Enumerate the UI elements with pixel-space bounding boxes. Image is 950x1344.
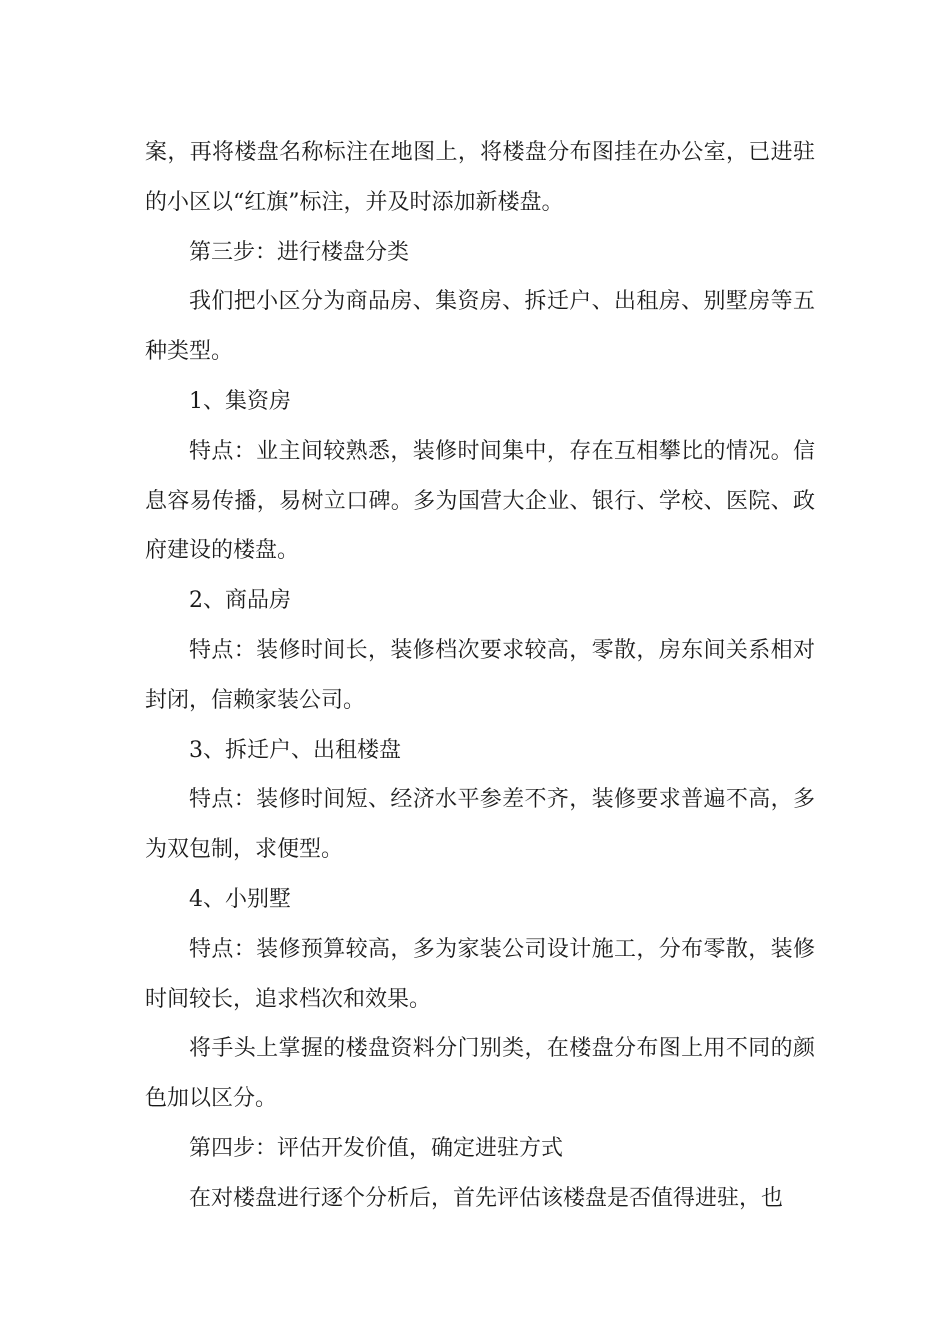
paragraph: 将手头上掌握的楼盘资料分门别类，在楼盘分布图上用不同的颜色加以区分。 [145, 1036, 815, 1112]
paragraph: 我们把小区分为商品房、集资房、拆迁户、出租房、别墅房等五种类型。 [145, 289, 815, 365]
section-heading: 第三步：进行楼盘分类 [189, 239, 410, 265]
section-heading: 第四步：评估开发价值，确定进驻方式 [189, 1135, 564, 1161]
paragraph: 在对楼盘进行逐个分析后，首先评估该楼盘是否值得进驻，也 [189, 1185, 784, 1211]
paragraph: 特点：装修时间短、经济水平参差不齐，装修要求普遍不高，多为双包制，求便型。 [145, 787, 815, 863]
list-item-heading: 2、商品房 [189, 588, 291, 614]
document-body [145, 128, 815, 1224]
paragraph: 特点：装修预算较高，多为家装公司设计施工，分布零散，装修时间较长，追求档次和效果。 [145, 936, 815, 1012]
list-item-heading: 3、拆迁户、出租楼盘 [189, 737, 401, 763]
list-item-heading: 1、集资房 [189, 388, 291, 414]
paragraph: 案，再将楼盘名称标注在地图上，将楼盘分布图挂在办公室，已进驻的小区以“红旗”标注，并及时添加新楼盘。 [145, 140, 815, 215]
paragraph: 特点：业主间较熟悉，装修时间集中，存在互相攀比的情况。信息容易传播，易树立口碑。多为国营大企业、银行、学校、医院、政府建设的楼盘。 [145, 438, 815, 564]
paragraph: 特点：装修时间长，装修档次要求较高，零散，房东间关系相对封闭，信赖家装公司。 [145, 637, 815, 713]
list-item-heading: 4、小别墅 [189, 886, 291, 912]
